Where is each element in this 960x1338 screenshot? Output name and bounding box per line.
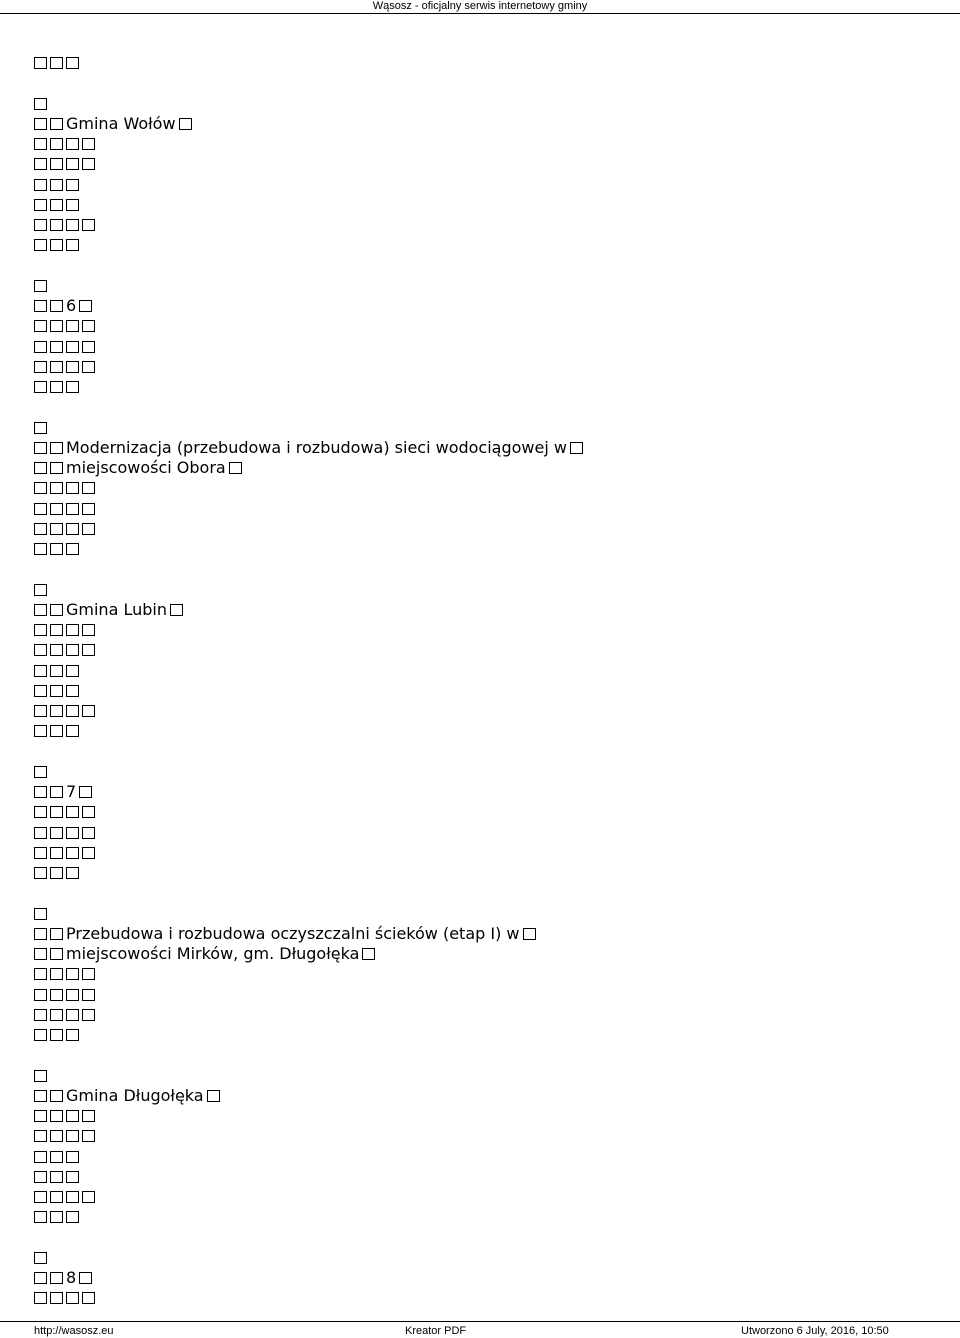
missing-glyph-line bbox=[34, 235, 934, 255]
missing-glyph-box bbox=[50, 665, 63, 677]
missing-glyph-box bbox=[34, 341, 47, 353]
missing-glyph-box bbox=[79, 786, 92, 798]
missing-glyph-box bbox=[82, 847, 95, 859]
entry-text: Gmina Długołęka bbox=[66, 1085, 204, 1105]
missing-glyph-line bbox=[34, 701, 934, 721]
missing-glyph-line bbox=[34, 175, 934, 195]
entry-text: 8 bbox=[66, 1268, 77, 1287]
missing-glyph-box bbox=[34, 280, 47, 292]
missing-glyph-box bbox=[34, 482, 47, 494]
missing-glyph-box bbox=[34, 543, 47, 555]
missing-glyph-box bbox=[66, 1211, 79, 1223]
missing-glyph-box bbox=[50, 685, 63, 697]
missing-glyph-box bbox=[34, 644, 47, 656]
missing-glyph-line bbox=[34, 620, 934, 640]
entry-line bbox=[34, 114, 934, 134]
missing-glyph-box bbox=[50, 503, 63, 515]
missing-glyph-box bbox=[50, 1171, 63, 1183]
entry-text: 6 bbox=[66, 296, 77, 315]
missing-glyph-box bbox=[66, 1292, 79, 1304]
missing-glyph-box bbox=[50, 1211, 63, 1223]
missing-glyph-box bbox=[50, 199, 63, 211]
missing-glyph-box bbox=[34, 1070, 47, 1082]
missing-glyph-box bbox=[34, 462, 47, 474]
missing-glyph-box bbox=[34, 158, 47, 170]
missing-glyph-box bbox=[66, 847, 79, 859]
missing-glyph-box bbox=[50, 1009, 63, 1021]
missing-glyph-box bbox=[170, 604, 183, 616]
missing-glyph-line bbox=[34, 357, 934, 377]
missing-glyph-box bbox=[34, 786, 47, 798]
missing-glyph-box bbox=[34, 624, 47, 636]
footer-generator: Kreator PDF bbox=[405, 1325, 467, 1337]
entry-text-continued: miejscowości Obora bbox=[66, 458, 226, 477]
missing-glyph-box bbox=[34, 118, 47, 130]
missing-glyph-box bbox=[82, 989, 95, 1001]
missing-glyph-box bbox=[362, 948, 375, 960]
missing-glyph-box bbox=[50, 827, 63, 839]
missing-glyph-box bbox=[50, 219, 63, 231]
missing-glyph-box bbox=[50, 847, 63, 859]
missing-glyph-box bbox=[66, 361, 79, 373]
missing-glyph-box bbox=[50, 361, 63, 373]
missing-glyph-box bbox=[34, 867, 47, 879]
missing-glyph-box bbox=[66, 158, 79, 170]
missing-glyph-line bbox=[34, 337, 934, 357]
missing-glyph-box bbox=[66, 179, 79, 191]
missing-glyph-box bbox=[570, 442, 583, 454]
missing-glyph-box bbox=[50, 179, 63, 191]
missing-glyph-box bbox=[34, 604, 47, 616]
entry-text: Gmina Lubin bbox=[66, 599, 167, 619]
missing-glyph-box bbox=[34, 1090, 47, 1102]
missing-glyph-box bbox=[34, 381, 47, 393]
missing-glyph-box bbox=[34, 948, 47, 960]
missing-glyph-box bbox=[34, 1211, 47, 1223]
missing-glyph-box bbox=[82, 1292, 95, 1304]
missing-glyph-line bbox=[34, 1288, 934, 1308]
entry-line bbox=[34, 438, 934, 458]
missing-glyph-box bbox=[66, 867, 79, 879]
missing-glyph-line bbox=[34, 519, 934, 539]
missing-glyph-line bbox=[34, 499, 934, 519]
missing-glyph-box bbox=[34, 827, 47, 839]
missing-glyph-box bbox=[50, 989, 63, 1001]
missing-glyph-line bbox=[34, 681, 934, 701]
missing-glyph-box bbox=[50, 806, 63, 818]
entry-text: Przebudowa i rozbudowa oczyszczalni ścieków (etap I) w bbox=[66, 923, 520, 943]
missing-glyph-box bbox=[66, 624, 79, 636]
missing-glyph-line bbox=[34, 478, 934, 498]
missing-glyph-box bbox=[82, 624, 95, 636]
missing-glyph-box bbox=[66, 341, 79, 353]
missing-glyph-box bbox=[34, 1171, 47, 1183]
entry-line bbox=[34, 1268, 934, 1288]
missing-glyph-box bbox=[66, 199, 79, 211]
missing-glyph-box bbox=[34, 584, 47, 596]
missing-glyph-box bbox=[82, 320, 95, 332]
missing-glyph-box bbox=[79, 1272, 92, 1284]
entry-line-continued bbox=[34, 458, 934, 478]
missing-glyph-box bbox=[82, 1110, 95, 1122]
missing-glyph-line bbox=[34, 215, 934, 235]
entry-line bbox=[34, 600, 934, 620]
missing-glyph-line bbox=[34, 661, 934, 681]
page-footer bbox=[0, 1321, 960, 1338]
missing-glyph-box bbox=[66, 705, 79, 717]
missing-glyph-box bbox=[50, 118, 63, 130]
missing-glyph-box bbox=[82, 968, 95, 980]
missing-glyph-box bbox=[82, 1191, 95, 1203]
entry-text: 7 bbox=[66, 782, 77, 801]
entry-line bbox=[34, 1086, 934, 1106]
missing-glyph-line bbox=[34, 53, 934, 73]
missing-glyph-line bbox=[34, 964, 934, 984]
missing-glyph-box bbox=[82, 1009, 95, 1021]
missing-glyph-box bbox=[34, 1252, 47, 1264]
missing-glyph-line bbox=[34, 154, 934, 174]
missing-glyph-box bbox=[82, 158, 95, 170]
missing-glyph-box bbox=[66, 320, 79, 332]
missing-glyph-box bbox=[34, 685, 47, 697]
missing-glyph-box bbox=[50, 867, 63, 879]
missing-glyph-box bbox=[34, 968, 47, 980]
missing-glyph-box bbox=[66, 239, 79, 251]
missing-glyph-box bbox=[66, 1009, 79, 1021]
entry-line bbox=[34, 296, 934, 316]
missing-glyph-box bbox=[34, 665, 47, 677]
missing-glyph-box bbox=[34, 1191, 47, 1203]
missing-glyph-box bbox=[50, 341, 63, 353]
marker-line bbox=[34, 1066, 934, 1086]
entry-line bbox=[34, 924, 934, 944]
missing-glyph-box bbox=[34, 422, 47, 434]
missing-glyph-box bbox=[66, 1110, 79, 1122]
missing-glyph-box bbox=[34, 908, 47, 920]
missing-glyph-box bbox=[50, 624, 63, 636]
missing-glyph-box bbox=[50, 1292, 63, 1304]
missing-glyph-box bbox=[82, 138, 95, 150]
missing-glyph-box bbox=[66, 665, 79, 677]
missing-glyph-box bbox=[50, 968, 63, 980]
missing-glyph-box bbox=[50, 1191, 63, 1203]
missing-glyph-box bbox=[82, 341, 95, 353]
missing-glyph-line bbox=[34, 1126, 934, 1146]
missing-glyph-box bbox=[50, 523, 63, 535]
missing-glyph-box bbox=[50, 482, 63, 494]
missing-glyph-box bbox=[50, 462, 63, 474]
missing-glyph-box bbox=[50, 320, 63, 332]
missing-glyph-line bbox=[34, 377, 934, 397]
missing-glyph-box bbox=[66, 685, 79, 697]
missing-glyph-box bbox=[82, 219, 95, 231]
missing-glyph-box bbox=[34, 1151, 47, 1163]
missing-glyph-box bbox=[66, 644, 79, 656]
missing-glyph-box bbox=[229, 462, 242, 474]
missing-glyph-box bbox=[34, 199, 47, 211]
missing-glyph-box bbox=[82, 482, 95, 494]
missing-glyph-line bbox=[34, 1147, 934, 1167]
document-body bbox=[34, 53, 934, 1309]
missing-glyph-box bbox=[82, 705, 95, 717]
marker-line bbox=[34, 1248, 934, 1268]
missing-glyph-line bbox=[34, 539, 934, 559]
missing-glyph-box bbox=[34, 442, 47, 454]
missing-glyph-box bbox=[82, 361, 95, 373]
footer-created: Utworzono 6 July, 2016, 10:50 bbox=[741, 1325, 889, 1337]
missing-glyph-box bbox=[34, 503, 47, 515]
missing-glyph-box bbox=[34, 1029, 47, 1041]
missing-glyph-line bbox=[34, 863, 934, 883]
missing-glyph-box bbox=[66, 523, 79, 535]
missing-glyph-box bbox=[66, 1151, 79, 1163]
missing-glyph-box bbox=[34, 725, 47, 737]
missing-glyph-line bbox=[34, 1207, 934, 1227]
missing-glyph-box bbox=[50, 138, 63, 150]
missing-glyph-box bbox=[79, 300, 92, 312]
missing-glyph-box bbox=[50, 239, 63, 251]
missing-glyph-box bbox=[34, 320, 47, 332]
missing-glyph-box bbox=[50, 705, 63, 717]
missing-glyph-box bbox=[66, 543, 79, 555]
missing-glyph-box bbox=[66, 1029, 79, 1041]
missing-glyph-box bbox=[66, 503, 79, 515]
missing-glyph-box bbox=[66, 1130, 79, 1142]
missing-glyph-box bbox=[34, 705, 47, 717]
missing-glyph-box bbox=[82, 644, 95, 656]
missing-glyph-box bbox=[50, 543, 63, 555]
entry-text: Modernizacja (przebudowa i rozbudowa) sieci wodociągowej w bbox=[66, 437, 567, 457]
missing-glyph-box bbox=[34, 1130, 47, 1142]
missing-glyph-box bbox=[34, 300, 47, 312]
missing-glyph-box bbox=[66, 1171, 79, 1183]
missing-glyph-box bbox=[34, 138, 47, 150]
missing-glyph-line bbox=[34, 823, 934, 843]
missing-glyph-box bbox=[50, 1151, 63, 1163]
missing-glyph-box bbox=[179, 118, 192, 130]
marker-line bbox=[34, 904, 934, 924]
missing-glyph-line bbox=[34, 1025, 934, 1045]
missing-glyph-box bbox=[34, 766, 47, 778]
missing-glyph-box bbox=[523, 928, 536, 940]
missing-glyph-line bbox=[34, 1005, 934, 1025]
missing-glyph-box bbox=[50, 1029, 63, 1041]
missing-glyph-box bbox=[207, 1090, 220, 1102]
missing-glyph-box bbox=[34, 361, 47, 373]
missing-glyph-line bbox=[34, 1106, 934, 1126]
missing-glyph-line bbox=[34, 985, 934, 1005]
missing-glyph-box bbox=[50, 948, 63, 960]
missing-glyph-box bbox=[66, 968, 79, 980]
entry-text: Gmina Wołów bbox=[66, 113, 176, 133]
missing-glyph-line bbox=[34, 316, 934, 336]
missing-glyph-box bbox=[66, 219, 79, 231]
marker-line bbox=[34, 276, 934, 296]
missing-glyph-box bbox=[34, 179, 47, 191]
missing-glyph-box bbox=[50, 442, 63, 454]
missing-glyph-box bbox=[82, 827, 95, 839]
footer-url[interactable]: http://wasosz.eu bbox=[34, 1325, 114, 1337]
missing-glyph-box bbox=[34, 1272, 47, 1284]
marker-line bbox=[34, 418, 934, 438]
missing-glyph-box bbox=[50, 1110, 63, 1122]
missing-glyph-box bbox=[66, 725, 79, 737]
missing-glyph-box bbox=[34, 989, 47, 1001]
missing-glyph-box bbox=[34, 239, 47, 251]
entry-line-continued bbox=[34, 944, 934, 964]
missing-glyph-box bbox=[50, 158, 63, 170]
missing-glyph-box bbox=[66, 806, 79, 818]
entry-line bbox=[34, 782, 934, 802]
missing-glyph-box bbox=[50, 300, 63, 312]
missing-glyph-line bbox=[34, 1167, 934, 1187]
missing-glyph-box bbox=[66, 827, 79, 839]
missing-glyph-box bbox=[50, 1090, 63, 1102]
entry-text-continued: miejscowości Mirków, gm. Długołęka bbox=[66, 944, 360, 963]
missing-glyph-box bbox=[66, 138, 79, 150]
missing-glyph-box bbox=[34, 98, 47, 110]
missing-glyph-box bbox=[50, 786, 63, 798]
missing-glyph-line bbox=[34, 721, 934, 741]
missing-glyph-line bbox=[34, 195, 934, 215]
missing-glyph-box bbox=[34, 1009, 47, 1021]
missing-glyph-box bbox=[34, 1110, 47, 1122]
missing-glyph-box bbox=[50, 604, 63, 616]
marker-line bbox=[34, 580, 934, 600]
missing-glyph-box bbox=[34, 219, 47, 231]
missing-glyph-box bbox=[50, 1272, 63, 1284]
missing-glyph-box bbox=[82, 503, 95, 515]
missing-glyph-box bbox=[82, 523, 95, 535]
missing-glyph-box bbox=[34, 806, 47, 818]
marker-line bbox=[34, 94, 934, 114]
missing-glyph-box bbox=[82, 1130, 95, 1142]
header-title: Wąsosz - oficjalny serwis internetowy gminy bbox=[372, 0, 588, 12]
missing-glyph-box bbox=[34, 928, 47, 940]
missing-glyph-box bbox=[50, 725, 63, 737]
missing-glyph-line bbox=[34, 134, 934, 154]
missing-glyph-line bbox=[34, 1187, 934, 1207]
missing-glyph-box bbox=[50, 644, 63, 656]
missing-glyph-box bbox=[34, 1292, 47, 1304]
marker-line bbox=[34, 762, 934, 782]
missing-glyph-box bbox=[34, 847, 47, 859]
missing-glyph-box bbox=[82, 806, 95, 818]
missing-glyph-box bbox=[50, 928, 63, 940]
missing-glyph-box bbox=[66, 381, 79, 393]
missing-glyph-line bbox=[34, 802, 934, 822]
missing-glyph-box bbox=[34, 523, 47, 535]
missing-glyph-line bbox=[34, 843, 934, 863]
missing-glyph-line bbox=[34, 640, 934, 660]
missing-glyph-box bbox=[50, 381, 63, 393]
missing-glyph-box bbox=[66, 1191, 79, 1203]
missing-glyph-box bbox=[66, 482, 79, 494]
missing-glyph-box bbox=[50, 1130, 63, 1142]
missing-glyph-box bbox=[66, 989, 79, 1001]
page-header bbox=[0, 0, 960, 14]
